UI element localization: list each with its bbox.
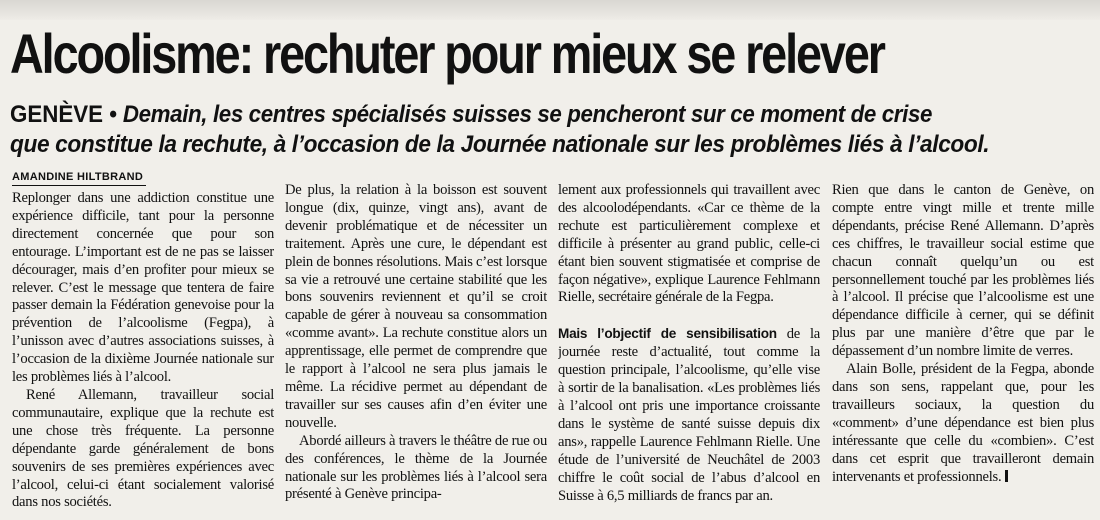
subhead: Mais l’objectif de sensibilisation: [558, 326, 777, 342]
column-3: [558, 182, 820, 512]
paragraph: [832, 361, 1094, 486]
column-2: [285, 182, 547, 512]
deck-line-2: que constitue la rechute, à l’occasion de la Journée nationale sur les problèmes liés à l’alcool.: [10, 131, 990, 158]
byline: AMANDINE HILTBRAND: [12, 170, 146, 186]
closing-text: Alain Bolle, président de la Fegpa, abonde dans son sens, rappelant que, pour les travailleurs sociaux, la question du «comment» d’une dépendance est bien plus intéressante que celle du «combien». C’est dans cet esprit que travailleront demain intervenants et professionnels.: [832, 361, 1094, 485]
deck: [10, 100, 1095, 160]
column-4: [832, 182, 1094, 512]
deck-line-1: [10, 100, 1019, 130]
deck-text-1: Demain, les centres spécialisés suisses se pencheront sur ce moment de crise: [122, 101, 933, 128]
paragraph: René Allemann, travailleur social communautaire, explique que la rechute est une chose très fréquente. La personne dépendante garde généralement de bons souvenirs de ses premières expériences avec l’alcool, celui-ci étant socialement valorisé dans nos sociétés.: [12, 386, 274, 511]
paragraph: Rien que dans le canton de Genève, on compte entre vingt mille et trente mille dépendants, précise René Allemann. D’après ces chiffres, le travailleur social estime que chacun connaît quelqu’un ou est personnellement touché par les problèmes liés à l’alcool. Il précise que l’alcoolisme est une dépendance difficile à cerner, qui se définit plus par une manière d’être que par le dépassement d’un nombre limite de verres.: [832, 182, 1094, 360]
column-1: [12, 190, 274, 512]
headline: Alcoolisme: rechuter pour mieux se relever: [10, 22, 884, 85]
dateline-place: GENÈVE •: [10, 101, 118, 128]
paragraph: Abordé ailleurs à travers le théâtre de rue ou des conférences, le thème de la Journée nationale sur les problèmes liés à l’alcool sera présenté à Genève principa-: [285, 432, 547, 503]
end-of-article-mark: [1005, 470, 1008, 482]
paragraph-with-subhead: [558, 325, 820, 505]
subhead-paragraph-text: de la journée reste d’actualité, tout comme la question principale, l’alcoolisme, qu’elle vise à sortir de la banalisation. «Les problèmes liés à l’alcool ont pris une importance croissante dans le système de santé suisse depuis dix ans», rappelle Laurence Fehlmann Rielle. Une étude de l’université de Neuchâtel de 2003 chiffre le coût social de l’abus d’alcool en Suisse à 6,5 milliards de francs par an.: [558, 326, 820, 504]
paragraph: lement aux professionnels qui travaillent avec des alcoolodépendants. «Car ce thème de la rechute est particulièrement complexe et difficile à présenter au grand public, celle-ci étant bien souvent stigmatisée et comprise de façon négative», explique Laurence Fehlmann Rielle, secrétaire générale de la Fegpa.: [558, 182, 820, 306]
paragraph: Replonger dans une addiction constitue une expérience difficile, tant pour la personne directement concernée que pour son entourage. L’important est de ne pas se laisser décourager, mais d’en profiter pour mieux se relever. C’est le message que tentera de faire passer demain la Fédération genevoise pour la prévention de l’alcoolisme (Fegpa), à l’unisson avec d’autres associations suisses, à l’occasion de la dixième Journée nationale sur les problèmes liés à l’alcool.: [12, 190, 274, 386]
paragraph: De plus, la relation à la boisson est souvent longue (dix, quinze, vingt ans), avant de devenir problématique et de nécessiter un traitement. Après une cure, le dépendant est plein de bonnes résolutions. Mais c’est lorsque sa vie a retrouvé une certaine stabilité que les bons souvenirs reviennent et qu’il se croit capable de gérer à nouveau sa consommation «comme avant». La rechute constitue alors un apprentissage, elle permet de comprendre que le rapport à l’alcool ne sera plus jamais le même. La récidive permet au dépendant de travailler sur ses causes afin d’en éviter une nouvelle.: [285, 182, 547, 431]
